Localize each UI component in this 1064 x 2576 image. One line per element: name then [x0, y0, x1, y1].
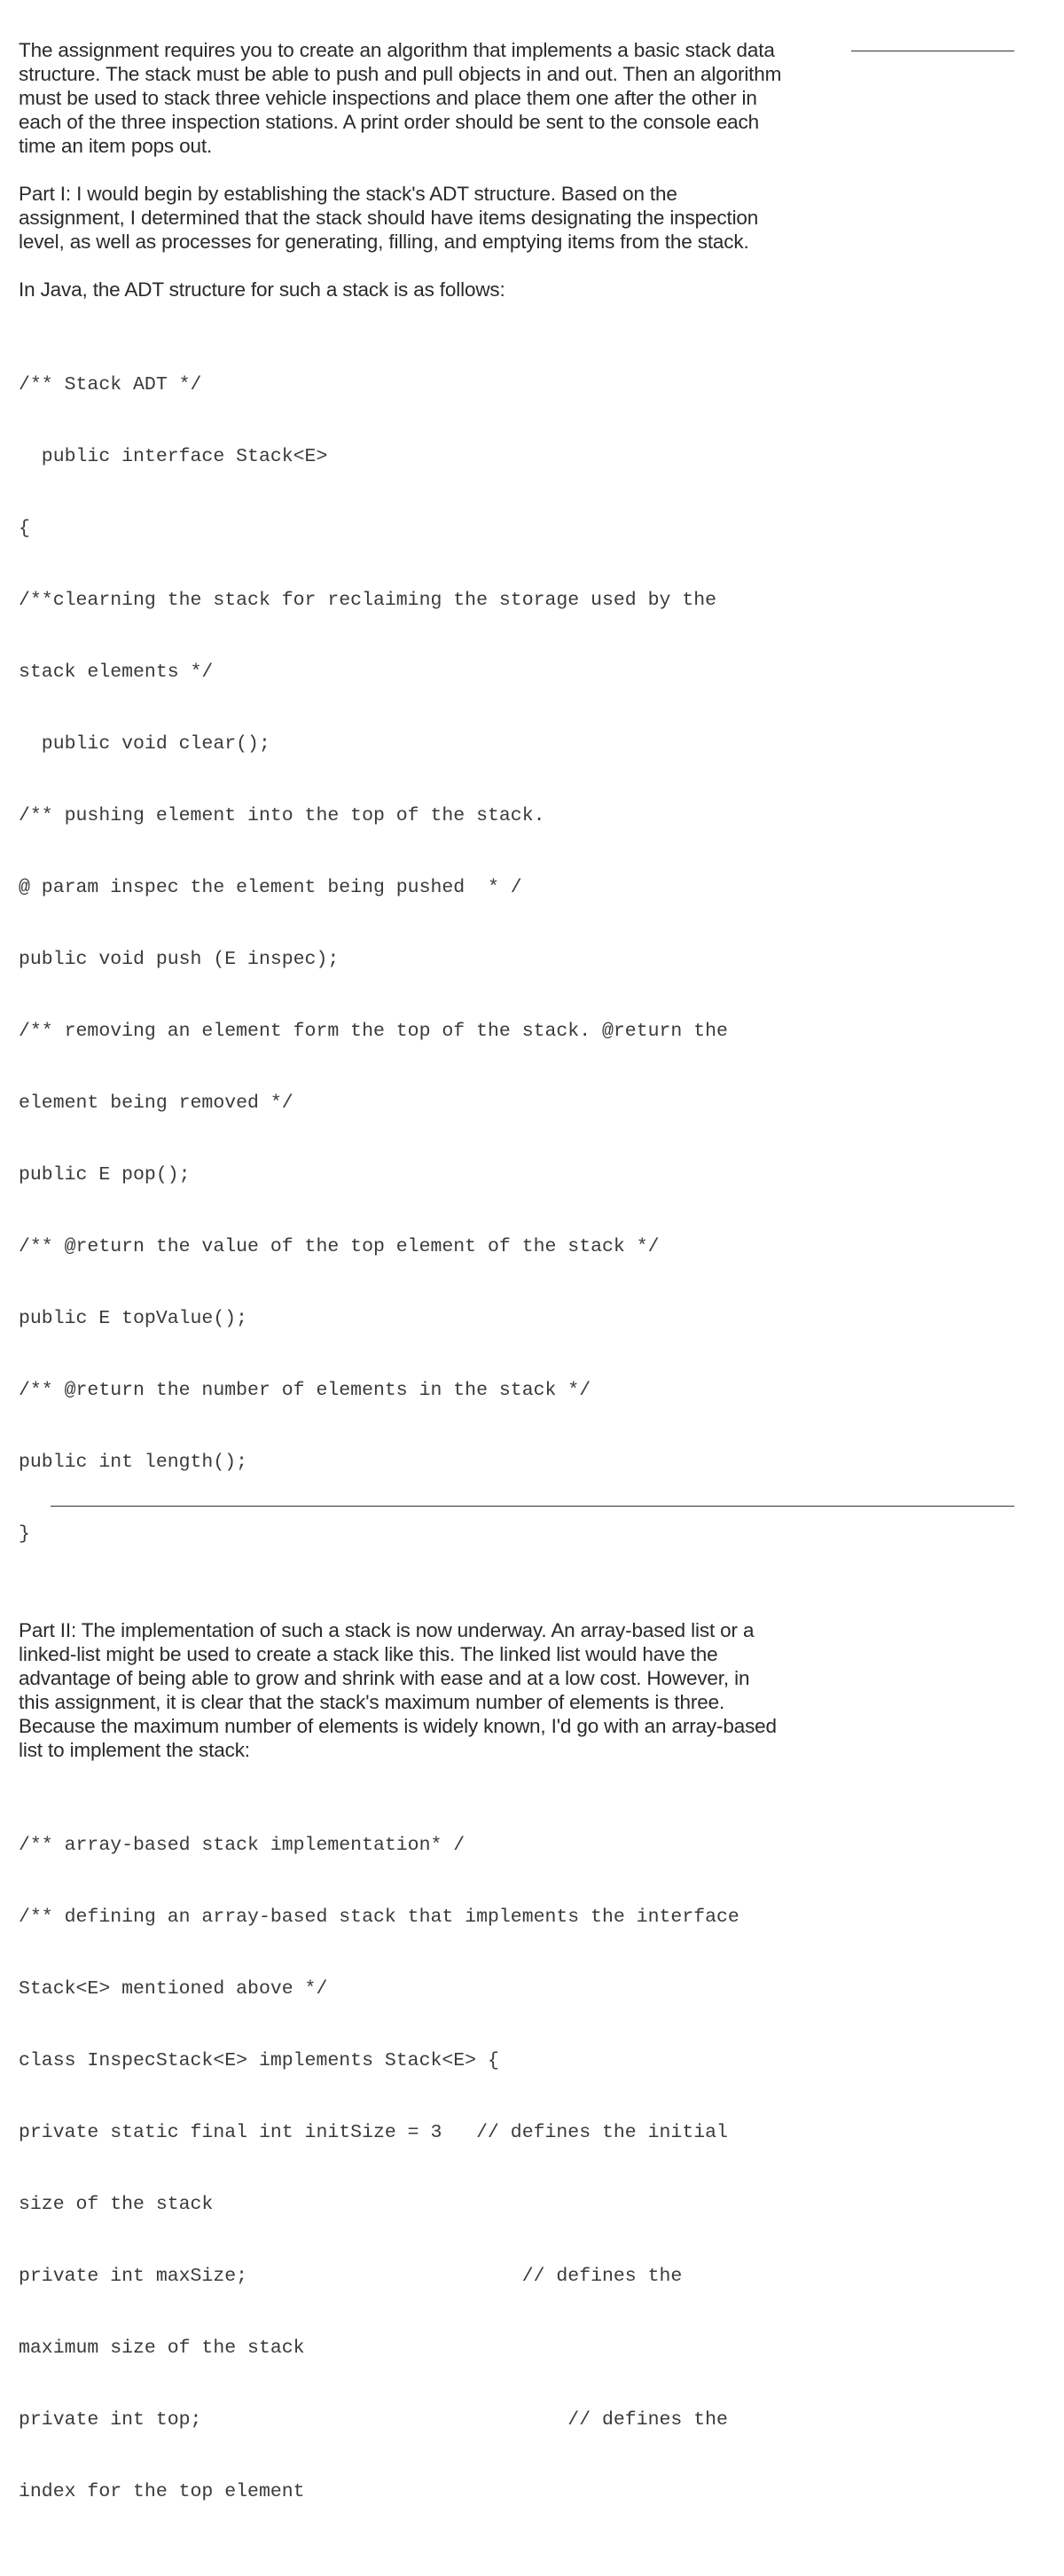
document-body: [19, 38, 834, 2576]
code-line: /** array-based stack implementation* /: [19, 1835, 466, 1856]
java-intro-paragraph: In Java, the ADT structure for such a stack is as follows:: [19, 278, 505, 301]
code-line: /**clearning the stack for reclaiming the storage used by the: [19, 590, 717, 611]
stack-interface-code: [19, 325, 834, 1594]
code-line: index for the top element: [19, 2481, 305, 2502]
code-line: /** pushing element into the top of the stack.: [19, 805, 545, 826]
code-line: size of the stack: [19, 2194, 214, 2215]
code-line: public void push (E inspec);: [19, 949, 340, 970]
intro-paragraph: The assignment requires you to create an algorithm that implements a basic stack data structure. The stack must be able to push and pull objects in and out. Then an algorithm must be used to stack three vehicle inspections and place them one after the other in each of the three inspection stations. A print order should be sent to the console each time an item pops out.: [19, 39, 782, 157]
part2-paragraph: Part II: The implementation of such a stack is now underway. An array-based list or a linked-list might be used to create a stack like this. The linked list would have the advantage of being able to grow and shrink with ease and at a low cost. However, in this assignment, it is clear that the stack's maximum number of elements is three. Because the maximum number of elements is widely known, I'd go with an array-based list to implement the stack:: [19, 1619, 777, 1761]
code-line: /** @return the value of the top element of the stack */: [19, 1236, 660, 1257]
code-line: public E topValue();: [19, 1308, 248, 1329]
code-line: stack elements */: [19, 662, 214, 683]
code-line: public void clear();: [19, 733, 270, 755]
code-line: private int maxSize; // defines the: [19, 2266, 683, 2287]
footer-rule: [51, 1506, 1014, 1507]
code-line: }: [19, 1523, 30, 1545]
code-line: public int length();: [19, 1452, 248, 1473]
code-line: /** removing an element form the top of the stack. @return the: [19, 1021, 728, 1042]
code-line: element being removed */: [19, 1092, 293, 1114]
code-line: /** defining an array-based stack that implements the interface: [19, 1907, 739, 1928]
code-line: class InspecStack<E> implements Stack<E> {: [19, 2050, 499, 2071]
code-line: Stack<E> mentioned above */: [19, 1978, 328, 2000]
code-line: public interface Stack<E>: [19, 446, 328, 467]
code-line: maximum size of the stack: [19, 2337, 305, 2359]
code-line: @ param inspec the element being pushed * /: [19, 877, 522, 898]
stack-implementation-code: [19, 1786, 834, 2552]
code-line: private int top; // defines the: [19, 2409, 728, 2431]
code-line: /** @return the number of elements in the stack */: [19, 1380, 591, 1401]
code-line: {: [19, 518, 30, 539]
code-line: public E pop();: [19, 1164, 191, 1186]
part1-paragraph: Part I: I would begin by establishing the stack's ADT structure. Based on the assignment, I determined that the stack should have items designating the inspection level, as well as processes for generating, filling, and emptying items from the stack.: [19, 183, 759, 253]
code-line: private static final int initSize = 3 // defines the initial: [19, 2122, 728, 2143]
code-line: /** Stack ADT */: [19, 374, 202, 395]
